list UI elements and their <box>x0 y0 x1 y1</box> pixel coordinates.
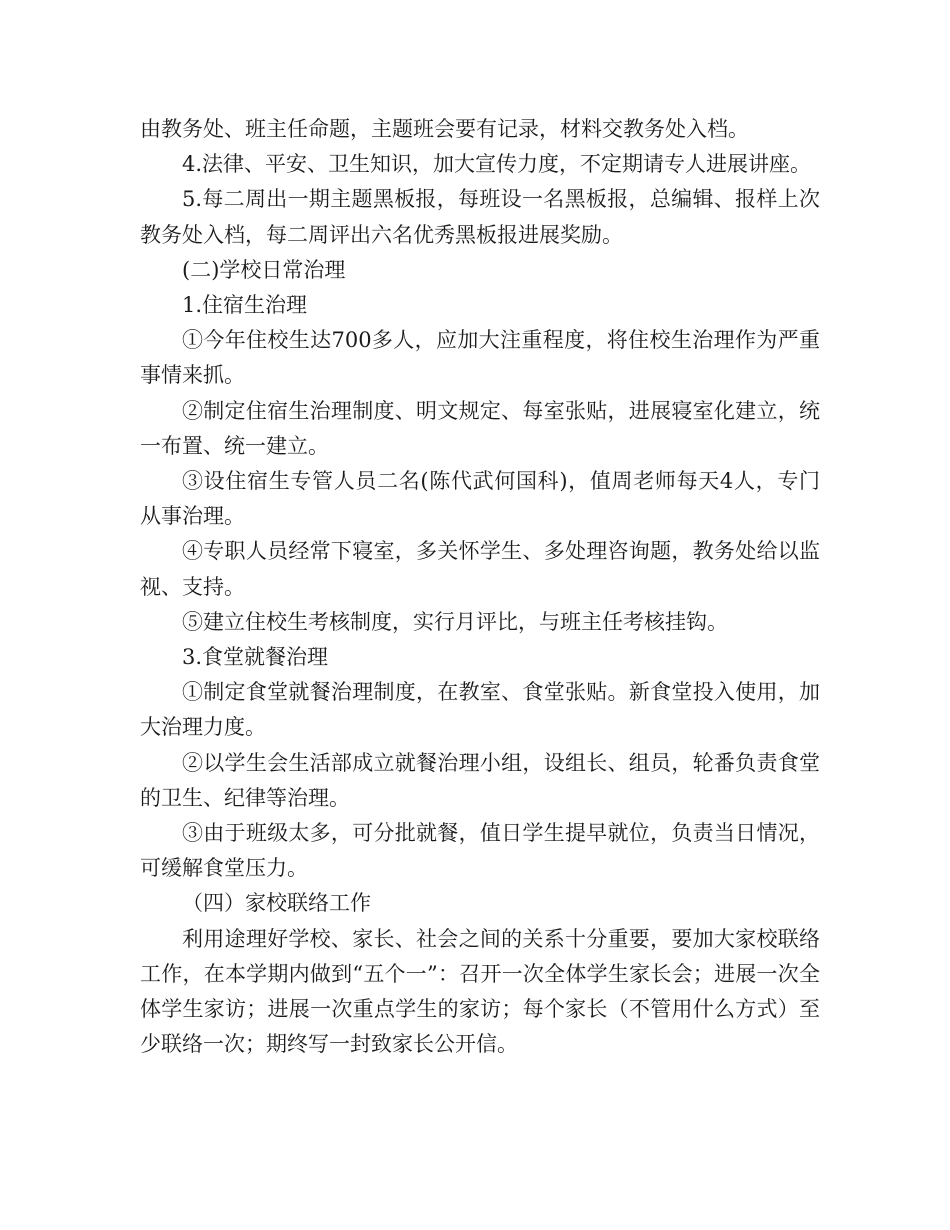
section-heading-school-management: (二)学校日常治理 <box>182 257 346 282</box>
paragraph-dorm-4: ④专职人员经常下寝室，多关怀学生、多处理咨询题，教务处给以监视、支持。 <box>140 539 820 599</box>
paragraph-canteen-1: ①制定食堂就餐治理制度，在教室、食堂张贴。新食堂投入使用，加大治理力度。 <box>140 680 820 740</box>
paragraph-dorm-2: ②制定住宿生治理制度、明文规定、每室张贴，进展寝室化建立，统一布置、统一建立。 <box>140 398 820 458</box>
paragraph-dorm-3: ③设住宿生专管人员二名(陈代武何国科)，值周老师每天4人，专门从事治理。 <box>140 469 820 529</box>
paragraph-home-school: 利用途理好学校、家长、社会之间的关系十分重要，要加大家校联络工作，在本学期内做到“五个一”：召开一次全体学生家长会；进展一次全体学生家访；进展一次重点学生的家访；每个家长（不管用什么方式）至少联络一次；期终写一封致家长公开信。 <box>140 926 820 1057</box>
paragraph-dorm-1: ①今年住校生达700多人，应加大注重程度，将住校生治理作为严重事情来抓。 <box>140 328 820 388</box>
subheading-dormitory-management: 1.住宿生治理 <box>182 293 308 318</box>
paragraph-continuation: 由教务处、班主任命题，主题班会要有记录，材料交教务处入档。 <box>140 117 749 141</box>
paragraph-item-4: 4.法律、平安、卫生知识，加大宣传力度，不定期请专人进展讲座。 <box>182 152 812 177</box>
paragraph-canteen-2: ②以学生会生活部成立就餐治理小组，设组长、组员，轮番负责食堂的卫生、纪律等治理。 <box>140 750 820 810</box>
paragraph-item-5: 5.每二周出一期主题黑板报，每班设一名黑板报，总编辑、报样上次教务处入档，每二周评出六名优秀黑板报进展奖励。 <box>140 187 820 247</box>
document-body <box>140 112 820 1062</box>
paragraph-dorm-5: ⑤建立住校生考核制度，实行月评比，与班主任考核挂钩。 <box>182 609 728 634</box>
paragraph-canteen-3: ③由于班级太多，可分批就餐，值日学生提早就位，负责当日情况，可缓解食堂压力。 <box>140 821 820 881</box>
subheading-canteen-management: 3.食堂就餐治理 <box>182 645 329 670</box>
section-heading-home-school: （四）家校联络工作 <box>182 891 371 916</box>
